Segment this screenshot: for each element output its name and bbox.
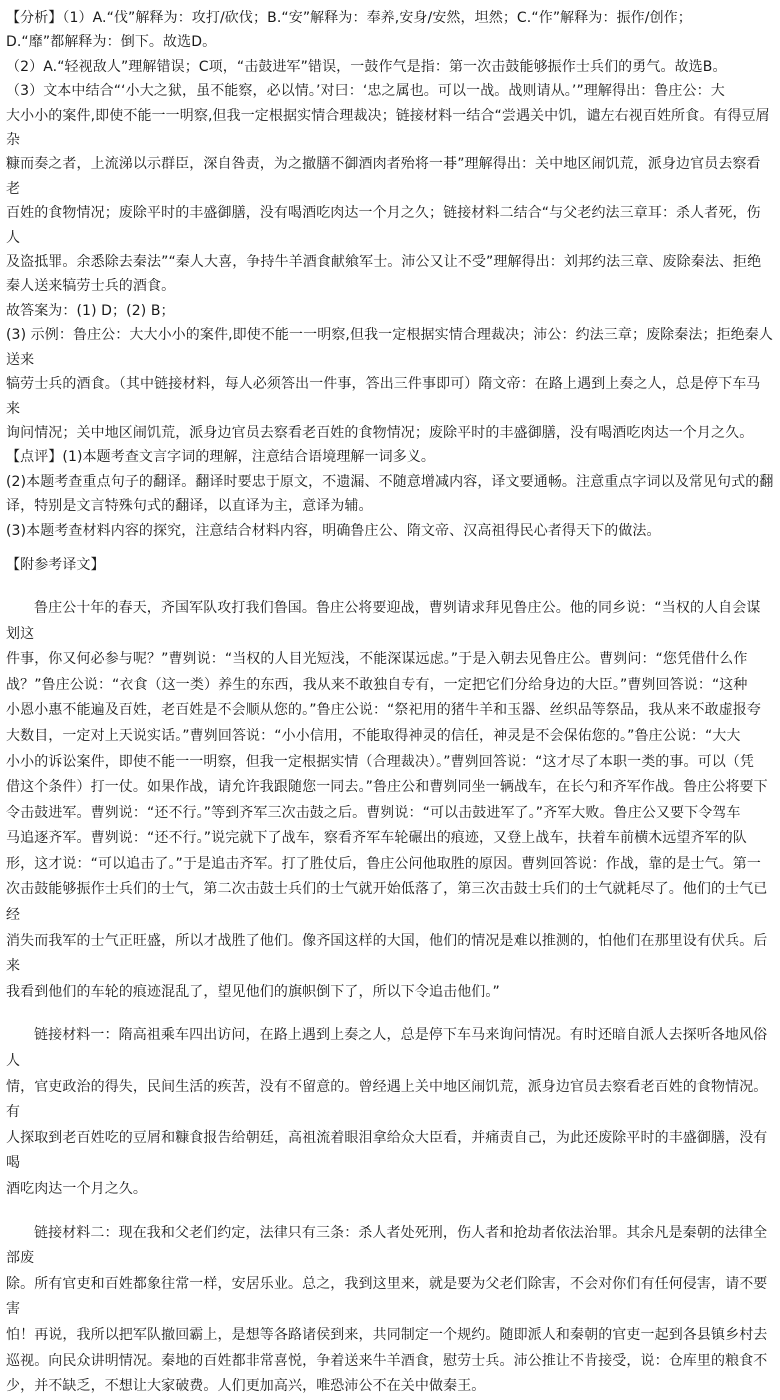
link-one-line: 情，官吏政治的得失，民间生活的疾苦，没有不留意的。曾经遇上关中地区闹饥荒，派身边官员去察看老百姓的食物情况。有 <box>6 1078 768 1121</box>
analysis-line: （2）A.“轻视敌人”理解错误；C项，“击鼓进军”错误，一鼓作气是指：第一次击鼓能够振作士兵们的勇气。故选B。 <box>6 58 727 75</box>
link-one-line: 人探取到老百姓吃的豆屑和糠食报告给朝廷，高祖流着眼泪拿给众大臣看，并痛责自己，为此还废除平时的丰盛御膳，没有喝 <box>6 1129 768 1172</box>
analysis-line: 秦人送来犒劳士兵的酒食。 <box>6 278 176 295</box>
translation-line: 件事，你又何必参与呢？”曹刿说：“当权的人目光短浅，不能深谋远虑。”于是入朝去见鲁庄公。曹刿问：“您凭借什么作 <box>6 651 748 668</box>
translation-line: 消失而我军的士气正旺盛，所以才战胜了他们。像齐国这样的大国，他们的情况是难以推测的，怕他们在那里设有伏兵。后来 <box>6 932 768 975</box>
comment-line: 【点评】(1)本题考查文言字词的理解，注意结合语境理解一词多义。 <box>6 449 436 466</box>
analysis-line: 百姓的食物情况；废除平时的丰盛御膳，没有喝酒吃肉达一个月之久；链接材料二结合“与父老约法三章耳：杀人者死，伤人 <box>6 205 761 246</box>
translation-line: 鲁庄公十年的春天，齐国军队攻打我们鲁国。鲁庄公将要迎战，曹刿请求拜见鲁庄公。他的同乡说：“当权的人自会谋划这 <box>6 599 761 642</box>
link-two-line: 怕！再说，我所以把军队撤回霸上，是想等各路诸侯到来，共同制定一个规约。随即派人和秦朝的官吏一起到各县镇乡村去 <box>6 1326 768 1343</box>
translation-line: 令击鼓进军。曹刿说：“还不行。”等到齐军三次击鼓之后。曹刿说：“可以击鼓进军了。”齐军大败。鲁庄公又要下令驾车 <box>6 804 741 821</box>
translation-line: 大数目，一定对上天说实话。”曹刿回答说：“小小信用，不能取得神灵的信任，神灵是不会保佑您的。”鲁庄公说：“大大 <box>6 727 741 744</box>
translation-line: 形，这才说：“可以追击了。”于是追击齐军。打了胜仗后，鲁庄公问他取胜的原因。曹刿回答说：作战，靠的是士气。第一 <box>6 855 762 872</box>
answer-line: 询问情况；关中地区闹饥荒，派身边官员去察看老百姓的食物情况；废除平时的丰盛御膳，没有喝酒吃肉达一个月之久。 <box>6 424 754 441</box>
answer-line: 犒劳士兵的酒食。（其中链接材料，每人必须答出一件事，答出三件事即可）隋文帝：在路上遇到上奏之人，总是停下车马来 <box>6 376 761 417</box>
translation-line: 小恩小惠不能遍及百姓，老百姓是不会顺从您的。”鲁庄公说：“祭祀用的猪牛羊和玉器、丝织品等祭品，我从来不敢虚报夸 <box>6 702 762 719</box>
translation-line: 借这个条件）打一仗。如果作战，请允许我跟随您一同去。”鲁庄公和曹刿同坐一辆战车，在长勺和齐军作战。鲁庄公将要下 <box>6 779 768 796</box>
analysis-line: 【分析】（1）A.“伐”解释为：攻打/砍伐；B.“安”解释为：奉养,安身/安然，坦然；C.“作”解释为：振作/创作； <box>6 10 692 26</box>
reference-heading: 【附参考译文】 <box>6 556 105 573</box>
translation-line: 马追逐齐军。曹刿说：“还不行。”说完就下了战车，察看齐军车轮碾出的痕迹，又登上战车，扶着车前横木远望齐军的队 <box>6 830 747 847</box>
comment-line: 译，特别是文言特殊句式的翻译，以直译为主，意译为辅。 <box>6 498 373 515</box>
translation-line: 小小的诉讼案件，即使不能一一明察，但我一定根据实情（合理裁决）。”曹刿回答说：“这才尽了本职一类的事。可以（凭 <box>6 753 755 770</box>
translation-line: 次击鼓能够振作士兵们的士气，第二次击鼓士兵们的士气就开始低落了，第三次击鼓士兵们的士气就耗尽了。他们的士气已经 <box>6 881 768 924</box>
answer-line: 故答案为：(1) D；(2) B； <box>6 302 175 319</box>
analysis-line: （3）文本中结合“‘小大之狱，虽不能察，必以情。’对曰：‘忠之属也。可以一战。战则请从。’”理解得出：鲁庄公：大 <box>6 83 725 100</box>
translation-line: 战？”鲁庄公说：“衣食（这一类）养生的东西，我从来不敢独自专有，一定把它们分给身边的大臣。”曹刿回答说：“这种 <box>6 676 748 693</box>
link-two-line: 除。所有官吏和百姓都象往常一样，安居乐业。总之，我到这里来，就是要为父老们除害，不会对你们有任何侵害，请不要害 <box>6 1275 768 1318</box>
link-one-line: 酒吃肉达一个月之久。 <box>6 1181 147 1197</box>
analysis-line: 大小小的案件,即使不能一一明察,但我一定根据实情合理裁决；链接材料一结合“尝遇关中饥，谴左右视百姓所食。有得豆屑杂 <box>6 107 770 149</box>
analysis-section <box>6 6 774 543</box>
link-two-line: 巡视。向民众讲明情况。秦地的百姓都非常喜悦，争着送来牛羊酒食，慰劳士兵。沛公推让不肯接受，说：仓库里的粮食不 <box>6 1352 768 1369</box>
link-material-one <box>6 1023 774 1202</box>
translation-main <box>6 596 774 1006</box>
analysis-line: D.“靡”都解释为：倒下。故选D。 <box>6 34 217 51</box>
analysis-line: 及盗抵罪。余悉除去秦法”“秦人大喜，争持牛羊酒食献飨军士。沛公又让不受”理解得出：刘邦约法三章、废除秦法、拒绝 <box>6 254 762 271</box>
link-two-line: 少，并不缺乏，不想让大家破费。人们更加高兴，唯恐沛公不在关中做秦王。 <box>6 1378 486 1395</box>
comment-line: (3)本题考查材料内容的探究，注意结合材料内容，明确鲁庄公、隋文帝、汉高祖得民心者得天下的做法。 <box>6 522 661 539</box>
translation-line: 我看到他们的车轮的痕迹混乱了，望见他们的旗帜倒下了，所以下令追击他们。” <box>6 983 500 1000</box>
analysis-line: 糠而奏之者，上流涕以示群臣，深自咎责，为之撤膳不御酒肉者殆将一朞”理解得出：关中地区闹饥荒，派身边官员去察看老 <box>6 156 761 197</box>
link-one-line: 链接材料一：隋高祖乘车四出访问，在路上遇到上奏之人，总是停下车马来询问情况。有时还暗自派人去探听各地风俗人 <box>6 1027 768 1070</box>
link-material-two <box>6 1221 774 1400</box>
comment-line: (2)本题考查重点句子的翻译。翻译时要忠于原文，不遗漏、不随意增减内容，译文要通畅。注意重点字词以及常见句式的翻 <box>6 473 774 490</box>
link-two-line: 链接材料二：现在我和父老们约定，法律只有三条：杀人者处死刑，伤人者和抢劫者依法治罪。其余凡是秦朝的法律全部废 <box>6 1224 768 1267</box>
answer-line: (3) 示例：鲁庄公：大大小小的案件,即使不能一一明察,但我一定根据实情合理裁决；沛公：约法三章；废除秦法；拒绝秦人送来 <box>6 327 773 368</box>
